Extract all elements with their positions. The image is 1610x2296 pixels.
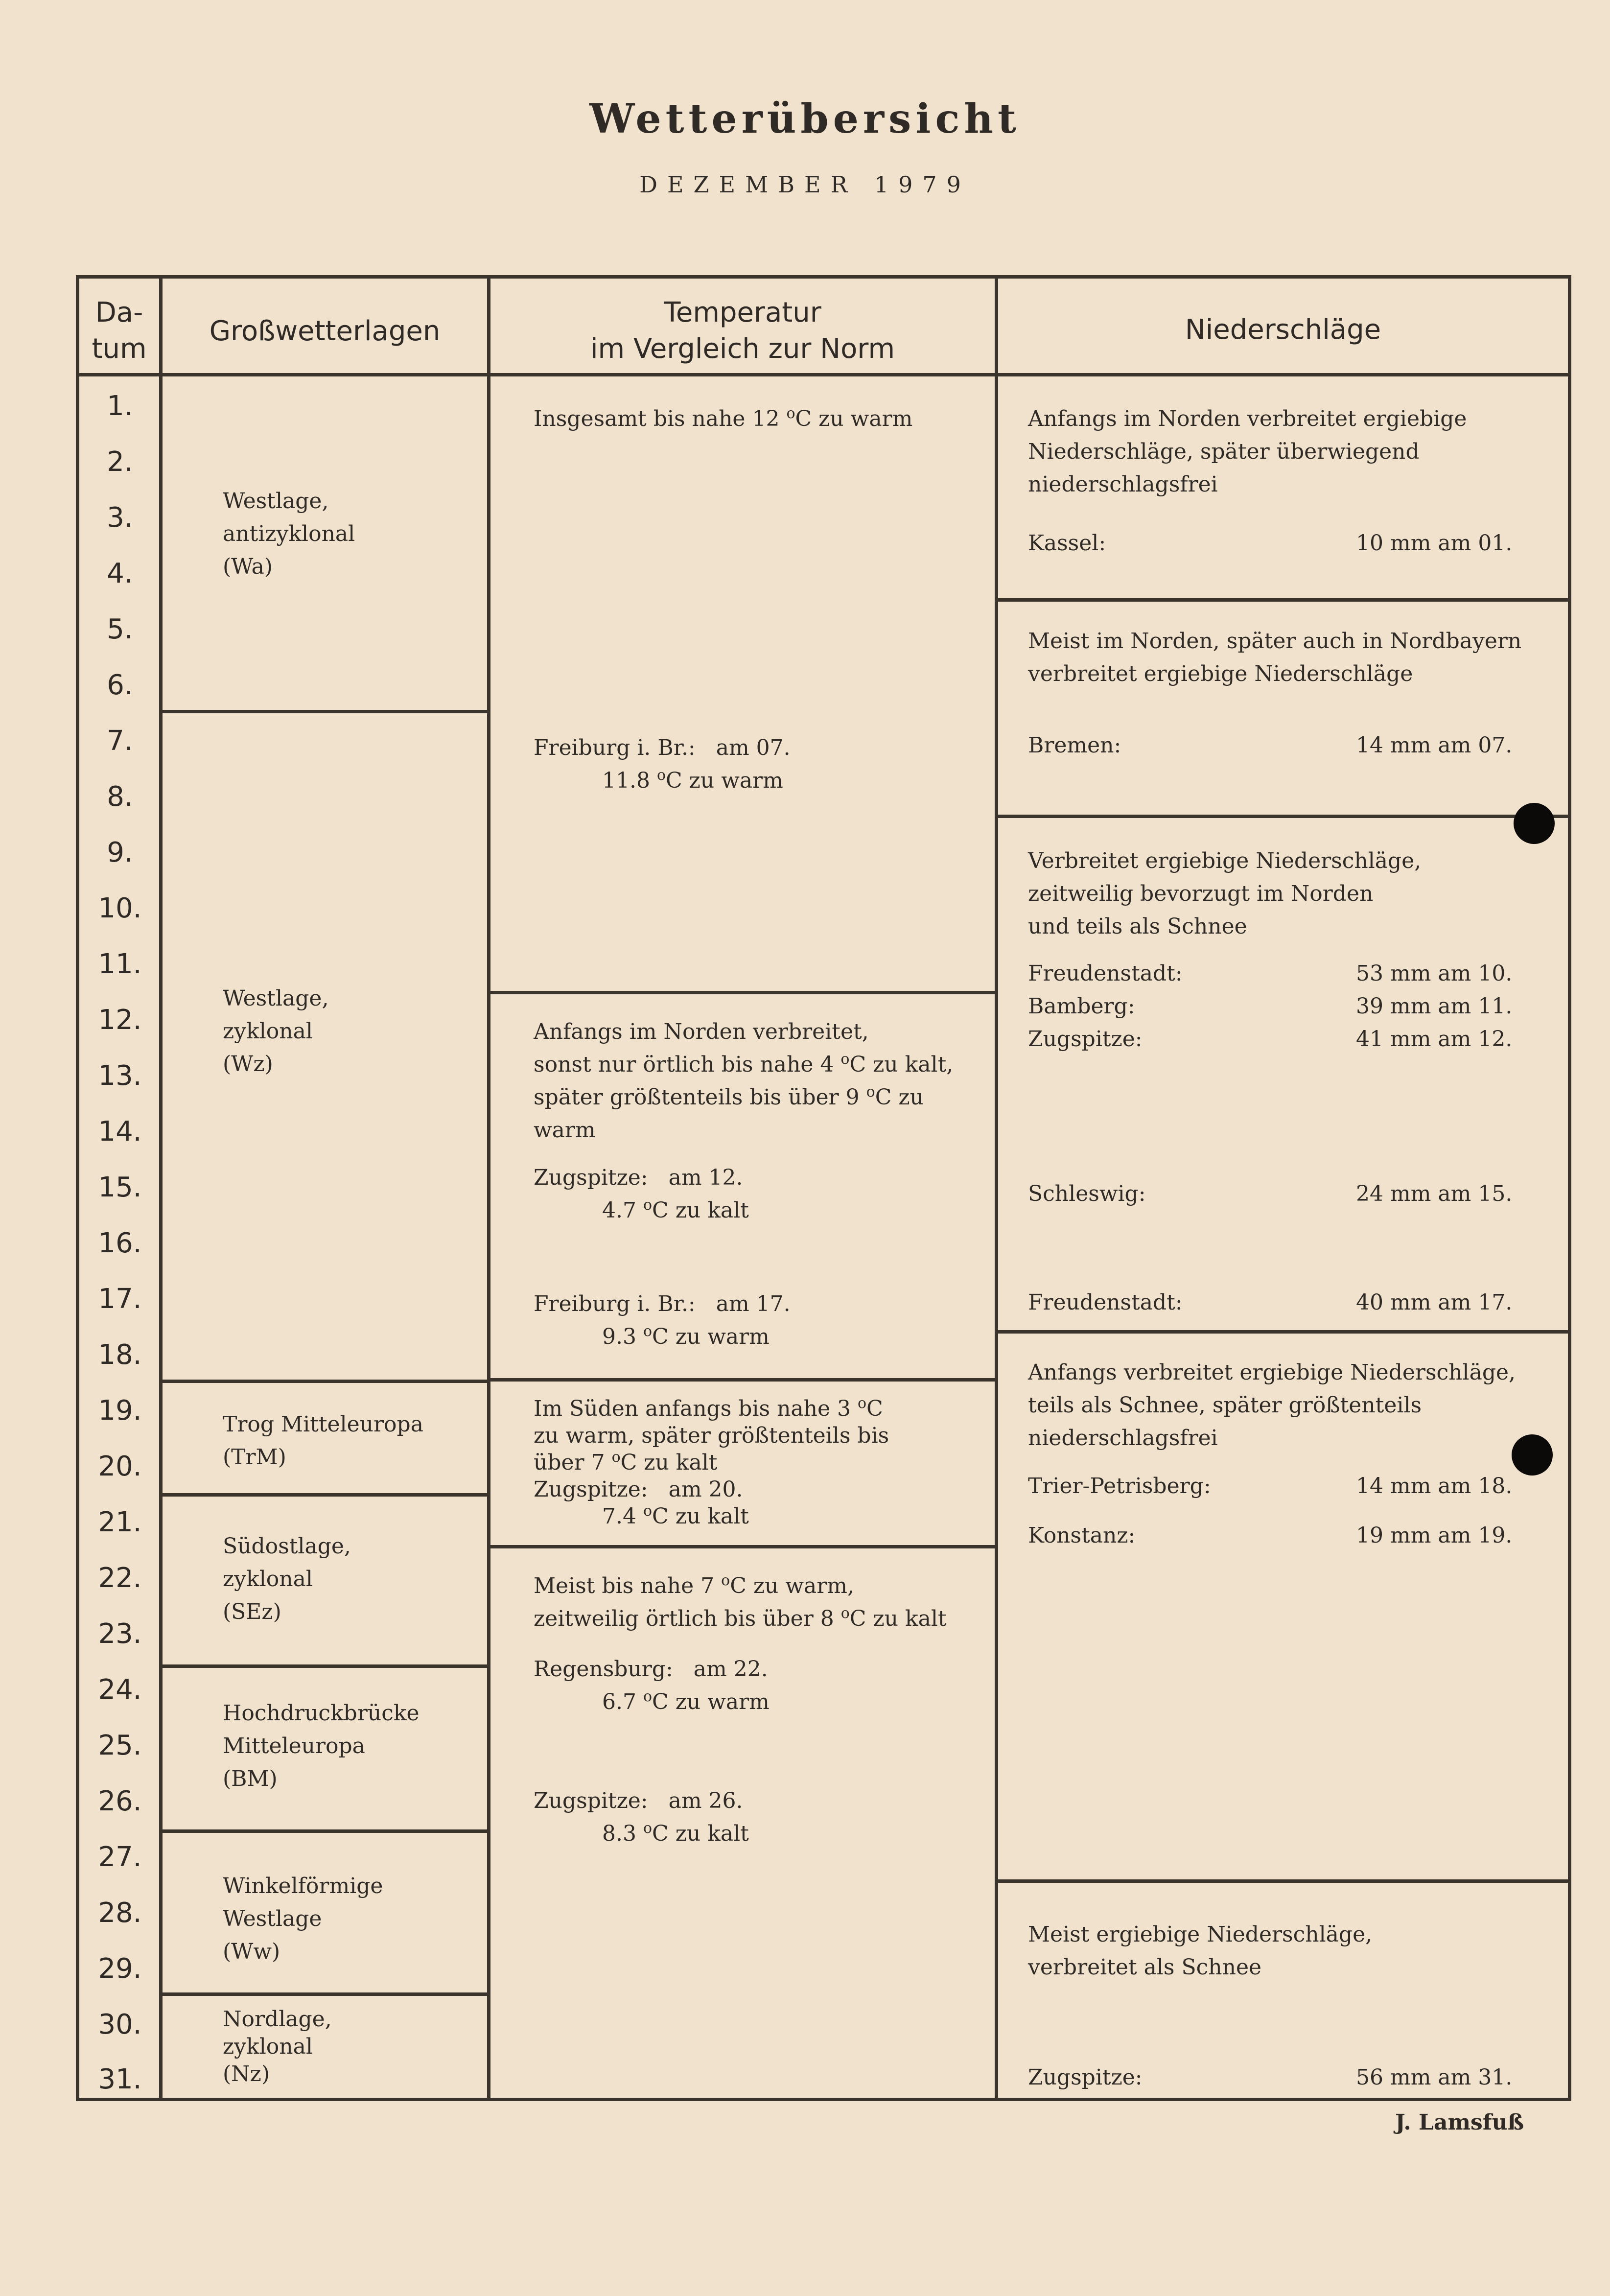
gw-divider (162, 710, 489, 713)
precip-summary: Verbreitet ergiebige Niederschläge, zeitweilig bevorzugt im Norden und teils als Schnee (1028, 848, 1422, 939)
gw-line: Trog Mitteleuropa (223, 1412, 423, 1437)
day-number: 29. (98, 1953, 142, 1985)
gw-line: Hochdruckbrücke (223, 1701, 420, 1726)
table-border-left (76, 275, 79, 2101)
gw-line: (BM) (223, 1766, 278, 1791)
header-temperatur (490, 295, 995, 367)
page-title: Wetterübersicht (589, 95, 1021, 142)
day-number: 1. (107, 390, 133, 422)
day-number: 21. (98, 1506, 142, 1538)
header-datum-line1: Da- (95, 297, 143, 328)
day-number: 9. (107, 837, 133, 868)
page-subtitle: DEZEMBER 1979 (639, 171, 971, 198)
day-number: 28. (98, 1897, 142, 1929)
day-number: 8. (107, 781, 133, 813)
gw-line: zyklonal (223, 1567, 313, 1592)
day-number: 23. (98, 1618, 142, 1650)
gw-entry-bm (223, 1697, 420, 1795)
day-number: 20. (98, 1451, 142, 1482)
precip-station: Bremen: (1028, 733, 1121, 758)
precip-station: Konstanz: (1028, 1523, 1136, 1548)
gw-entry-wa (223, 485, 355, 583)
precip-station: Freudenstadt: (1028, 961, 1183, 986)
temp-station: Zugspitze: am 12. 4.7 $^o$C zu kalt (534, 1165, 749, 1223)
gw-line: (SEz) (223, 1599, 281, 1624)
precip-value: 24 mm am 15. (1356, 1181, 1513, 1206)
day-number: 12. (98, 1004, 142, 1036)
precip-value: 10 mm am 01. (1356, 531, 1513, 556)
gw-entry-wz (223, 982, 328, 1080)
gw-line: Westlage, (223, 489, 329, 514)
ns-divider (997, 815, 1570, 818)
table-border-bottom (76, 2098, 1571, 2101)
day-number: 6. (107, 669, 133, 701)
gw-divider (162, 1493, 489, 1497)
temp-station: Freiburg i. Br.: am 17. 9.3 $^o$C zu warm (534, 1291, 791, 1349)
gw-line: (Ww) (223, 1939, 280, 1964)
gw-line: (Wz) (223, 1052, 273, 1077)
precip-value: 40 mm am 17. (1356, 1290, 1513, 1315)
gw-line: Westlage (223, 1906, 322, 1931)
day-number: 14. (98, 1116, 142, 1148)
gw-line: antizyklonal (223, 521, 355, 546)
day-number: 31. (98, 2063, 142, 2095)
header-temperatur-line2: im Vergleich zur Norm (590, 333, 895, 365)
precip-station: Freudenstadt: (1028, 1290, 1183, 1315)
gw-divider (162, 1992, 489, 1996)
precip-value: 41 mm am 12. (1356, 1027, 1513, 1052)
day-number: 2. (107, 446, 133, 478)
precip-summary: Meist im Norden, später auch in Nordbayern verbreitet ergiebige Niederschläge (1028, 629, 1522, 686)
ns-divider (997, 1879, 1570, 1883)
precip-value: 56 mm am 31. (1356, 2065, 1513, 2090)
table-border-right (1568, 275, 1571, 2101)
day-number: 16. (98, 1227, 142, 1259)
gw-line: Mitteleuropa (223, 1734, 365, 1758)
temp-summary: Anfangs im Norden verbreitet, sonst nur örtlich bis nahe 4 $^o$C zu kalt, später größtenteils bis über 9 $^o$C zu warm (534, 1019, 954, 1143)
temp-station: Zugspitze: am 26. 8.3 $^o$C zu kalt (534, 1788, 749, 1846)
column-divider-grosswetter (487, 275, 490, 2101)
gw-line: (Nz) (223, 2062, 270, 2086)
gw-line: Westlage, (223, 986, 329, 1011)
temp-summary: Meist bis nahe 7 $^o$C zu warm, zeitweilig örtlich bis über 8 $^o$C zu kalt (534, 1572, 947, 1631)
temp-station: Regensburg: am 22. 6.7 $^o$C zu warm (534, 1657, 770, 1714)
day-number: 30. (98, 2009, 142, 2040)
day-number: 25. (98, 1730, 142, 1761)
gw-line: Nordlage, (223, 2007, 332, 2032)
tp-divider (490, 1545, 996, 1548)
precip-station: Trier-Petrisberg: (1028, 1474, 1211, 1499)
day-number: 7. (107, 725, 133, 757)
precip-value: 39 mm am 11. (1356, 994, 1513, 1019)
tp-divider (490, 1378, 996, 1382)
precip-station: Bamberg: (1028, 994, 1135, 1019)
header-datum-line2: tum (92, 333, 147, 365)
signature: J. Lamsfuß (1395, 2110, 1524, 2135)
gw-entry-trm (223, 1408, 423, 1474)
gw-divider (162, 1829, 489, 1833)
ns-divider (997, 1330, 1570, 1334)
gw-line: (TrM) (223, 1445, 286, 1470)
header-divider (76, 373, 1571, 376)
precip-value-list (1356, 957, 1512, 1055)
day-number: 3. (107, 502, 133, 534)
header-grosswetterlagen: Großwetterlagen (209, 315, 441, 347)
precip-summary: Anfangs verbreitet ergiebige Niederschläge, teils als Schnee, später größtenteils niederschlagsfrei (1028, 1360, 1516, 1451)
temp-summary: Im Süden anfangs bis nahe 3 $^o$C zu warm, später größtenteils bis über 7 $^o$C zu kalt Zugspitze: am 20. 7.4 $^o$C zu kalt (534, 1395, 889, 1529)
precip-station: Kassel: (1028, 531, 1106, 556)
precip-value: 14 mm am 07. (1356, 733, 1513, 758)
header-temperatur-line1: Temperatur (664, 297, 821, 328)
day-number: 27. (98, 1841, 142, 1873)
punch-hole (1514, 803, 1555, 844)
column-divider-datum (159, 275, 163, 2101)
day-number: 15. (98, 1171, 142, 1203)
precip-value: 14 mm am 18. (1356, 1474, 1513, 1499)
precip-station: Zugspitze: (1028, 2065, 1143, 2090)
temp-station: Freiburg i. Br.: am 07. 11.8 $^o$C zu warm (534, 735, 791, 793)
tp-divider (490, 991, 996, 994)
gw-line: Winkelförmige (223, 1874, 383, 1898)
precip-station: Zugspitze: (1028, 1027, 1143, 1052)
day-number: 13. (98, 1060, 142, 1092)
gw-divider (162, 1380, 489, 1383)
precip-station-list (1028, 957, 1183, 1055)
precip-summary: Anfangs im Norden verbreitet ergiebige Niederschläge, später überwiegend niederschlagsfrei (1028, 406, 1467, 497)
punch-hole (1512, 1434, 1553, 1476)
gw-line: zyklonal (223, 2034, 313, 2059)
gw-entry-nz (223, 2006, 332, 2088)
day-number: 26. (98, 1785, 142, 1817)
header-datum (79, 295, 159, 367)
day-number: 17. (98, 1283, 142, 1315)
day-number: 19. (98, 1395, 142, 1427)
table-border-top (76, 275, 1571, 279)
gw-line: (Wa) (223, 554, 273, 579)
precip-value: 19 mm am 19. (1356, 1523, 1513, 1548)
gw-entry-ww (223, 1870, 383, 1968)
column-divider-temperatur (995, 275, 998, 2101)
temp-summary: Insgesamt bis nahe 12 $^o$C zu warm (534, 405, 913, 431)
day-number: 11. (98, 948, 142, 980)
gw-line: zyklonal (223, 1019, 313, 1044)
ns-divider (997, 598, 1570, 602)
precip-value: 53 mm am 10. (1356, 961, 1513, 986)
gw-line: Südostlage, (223, 1534, 351, 1559)
day-number: 5. (107, 613, 133, 645)
header-niederschlaege: Niederschläge (1185, 314, 1381, 346)
precip-summary: Meist ergiebige Niederschläge, verbreitet als Schnee (1028, 1922, 1373, 1980)
day-number: 4. (107, 558, 133, 589)
precip-station: Schleswig: (1028, 1181, 1146, 1206)
day-number: 18. (98, 1339, 142, 1371)
day-number: 24. (98, 1674, 142, 1706)
gw-divider (162, 1664, 489, 1668)
day-number: 22. (98, 1562, 142, 1594)
gw-entry-sez (223, 1530, 351, 1628)
day-number: 10. (98, 892, 142, 924)
